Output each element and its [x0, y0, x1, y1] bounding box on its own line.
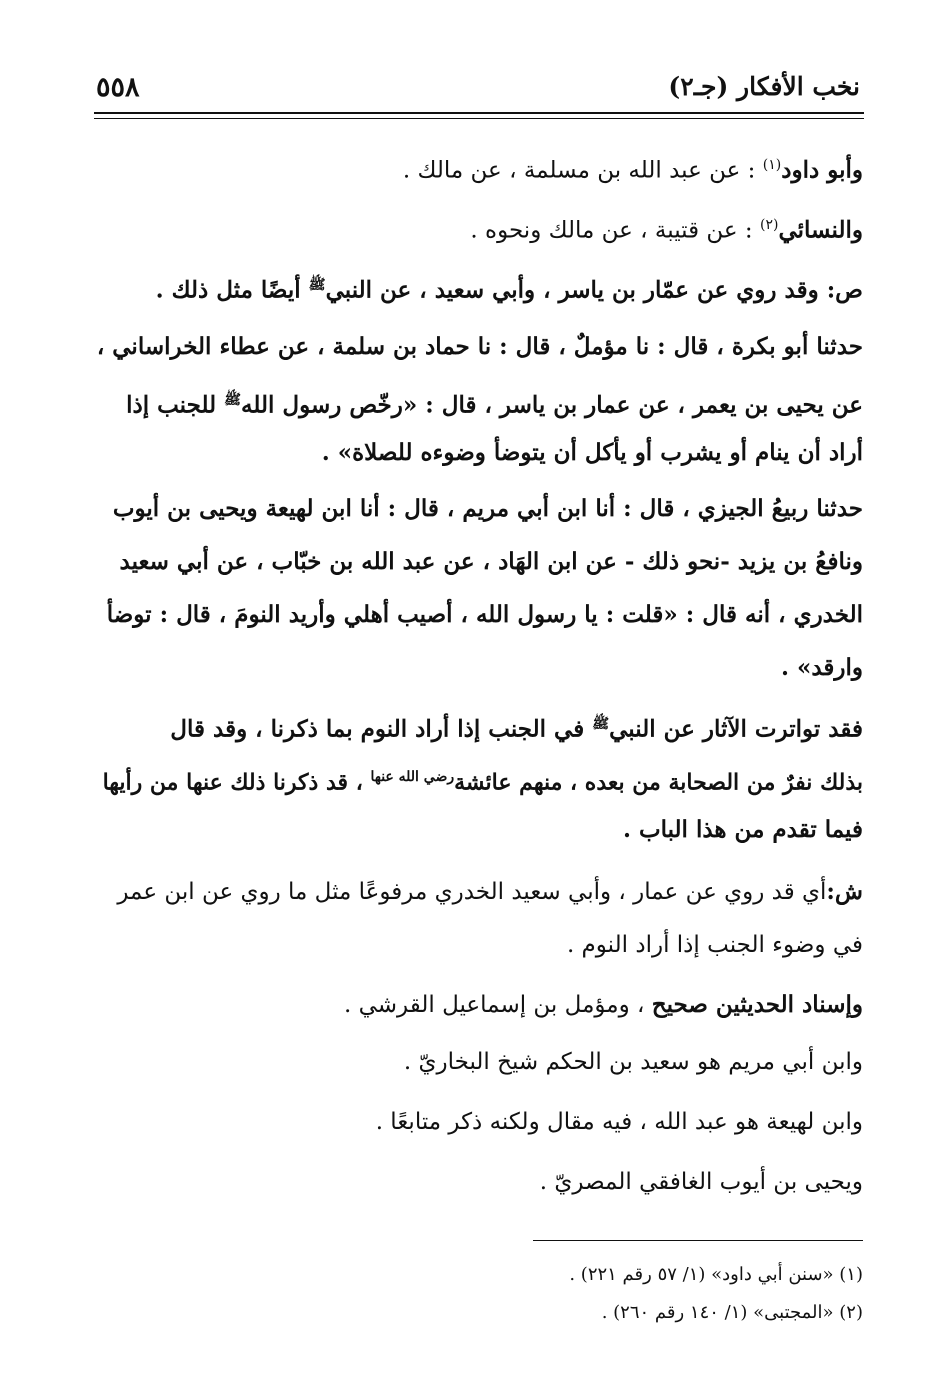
- footnote-divider: [533, 1240, 863, 1241]
- text-line: [344, 988, 863, 1022]
- text-line: أراد أن ينام أو يشرب أو يأكل أن يتوضأ وضوءه للصلاة» .: [321, 439, 863, 466]
- text-line: فيما تقدم من هذا الباب .: [622, 816, 863, 843]
- text-line: [103, 760, 863, 799]
- line-text: فقد تواترت الآثار عن النبي: [609, 715, 863, 743]
- line-text: وقد روي عن عمّار بن ياسر ، وأبي سعيد ، عن النبي: [325, 276, 819, 304]
- line-text: أي قد روي عن عمار ، وأبي سعيد الخدري مرفوعًا مثل ما روي عن ابن عمر: [117, 879, 827, 905]
- line-text: : عن قتيبة ، عن مالك ونحوه .: [470, 217, 760, 244]
- line-text: في الجنب إذا أراد النوم بما ذكرنا ، وقد قال: [170, 715, 593, 743]
- page-number: ٥٥٨: [96, 72, 140, 103]
- text-line: حدثنا أبو بكرة ، قال : نا مؤملٌ ، قال : نا حماد بن سلمة ، عن عطاء الخراساني ،: [96, 333, 863, 360]
- salutation-glyph: ﷺ: [592, 716, 610, 732]
- salutation-glyph: رضي الله عنها: [370, 769, 455, 785]
- salutation-glyph: ﷺ: [308, 277, 326, 293]
- text-line: وابن لهيعة هو عبد الله ، فيه مقال ولكنه ذكر متابعًا .: [375, 1109, 863, 1135]
- text-line: [117, 875, 863, 909]
- header-rule-thin: [94, 118, 864, 119]
- text-line: [403, 148, 863, 188]
- text-line: وابن أبي مريم هو سعيد بن الحكم شيخ البخاريّ .: [403, 1049, 863, 1075]
- line-lead: وإسناد الحديثين صحيح: [651, 991, 863, 1018]
- source-name: وأبو داود: [781, 156, 863, 184]
- line-text: عن يحيى بن يعمر ، عن عمار بن ياسر ، قال : «رخّص رسول الله: [241, 391, 863, 419]
- text-line: [170, 707, 863, 747]
- footnote-ref: (٢): [759, 217, 779, 233]
- line-text: أيضًا مثل ذلك .: [155, 276, 309, 304]
- section-marker: ص:: [818, 276, 863, 304]
- header-rule-thick: [94, 112, 864, 114]
- text-line: الخدري ، أنه قال : «قلت : يا رسول الله ، أصيب أهلي وأريد النومَ ، قال : توضأ: [106, 601, 863, 628]
- line-text: : عن عبد الله بن مسلمة ، عن مالك .: [402, 157, 763, 184]
- text-line: وارقد» .: [780, 654, 863, 681]
- line-text: ، ومؤمل بن إسماعيل القرشي .: [343, 992, 652, 1018]
- source-name: والنسائي: [778, 216, 863, 244]
- text-line: ويحيى بن أيوب الغافقي المصريّ .: [539, 1169, 863, 1195]
- section-marker: ش:: [826, 878, 863, 905]
- text-line: ونافعُ بن يزيد -نحو ذلك - عن ابن الهَاد ، عن عبد الله بن خبّاب ، عن أبي سعيد: [119, 548, 863, 575]
- text-line: [470, 208, 863, 248]
- page-header: [96, 72, 860, 112]
- footnote: (١) «سنن أبي داود» (١/ ٥٧ رقم ٢٢١) .: [569, 1264, 863, 1285]
- line-text: ، قد ذكرنا ذلك عنها من رأيها: [102, 769, 371, 796]
- text-line: حدثنا ربيعُ الجيزي ، قال : أنا ابن أبي مريم ، قال : أنا ابن لهيعة ويحيى بن أيوب: [112, 495, 863, 522]
- text-line: [156, 268, 863, 308]
- footnote: (٢) «المجتبى» (١/ ١٤٠ رقم ٢٦٠) .: [601, 1302, 863, 1323]
- salutation-glyph: ﷺ: [224, 392, 242, 408]
- line-text: بذلك نفرٌ من الصحابة من بعده ، منهم عائشة: [454, 769, 863, 796]
- text-line: في وضوء الجنب إذا أراد النوم .: [566, 932, 863, 958]
- line-text: للجنب إذا: [126, 391, 225, 419]
- footnote-ref: (١): [762, 157, 782, 173]
- book-title: نخب الأفكار (جـ٢): [668, 72, 860, 101]
- text-line: [126, 383, 863, 423]
